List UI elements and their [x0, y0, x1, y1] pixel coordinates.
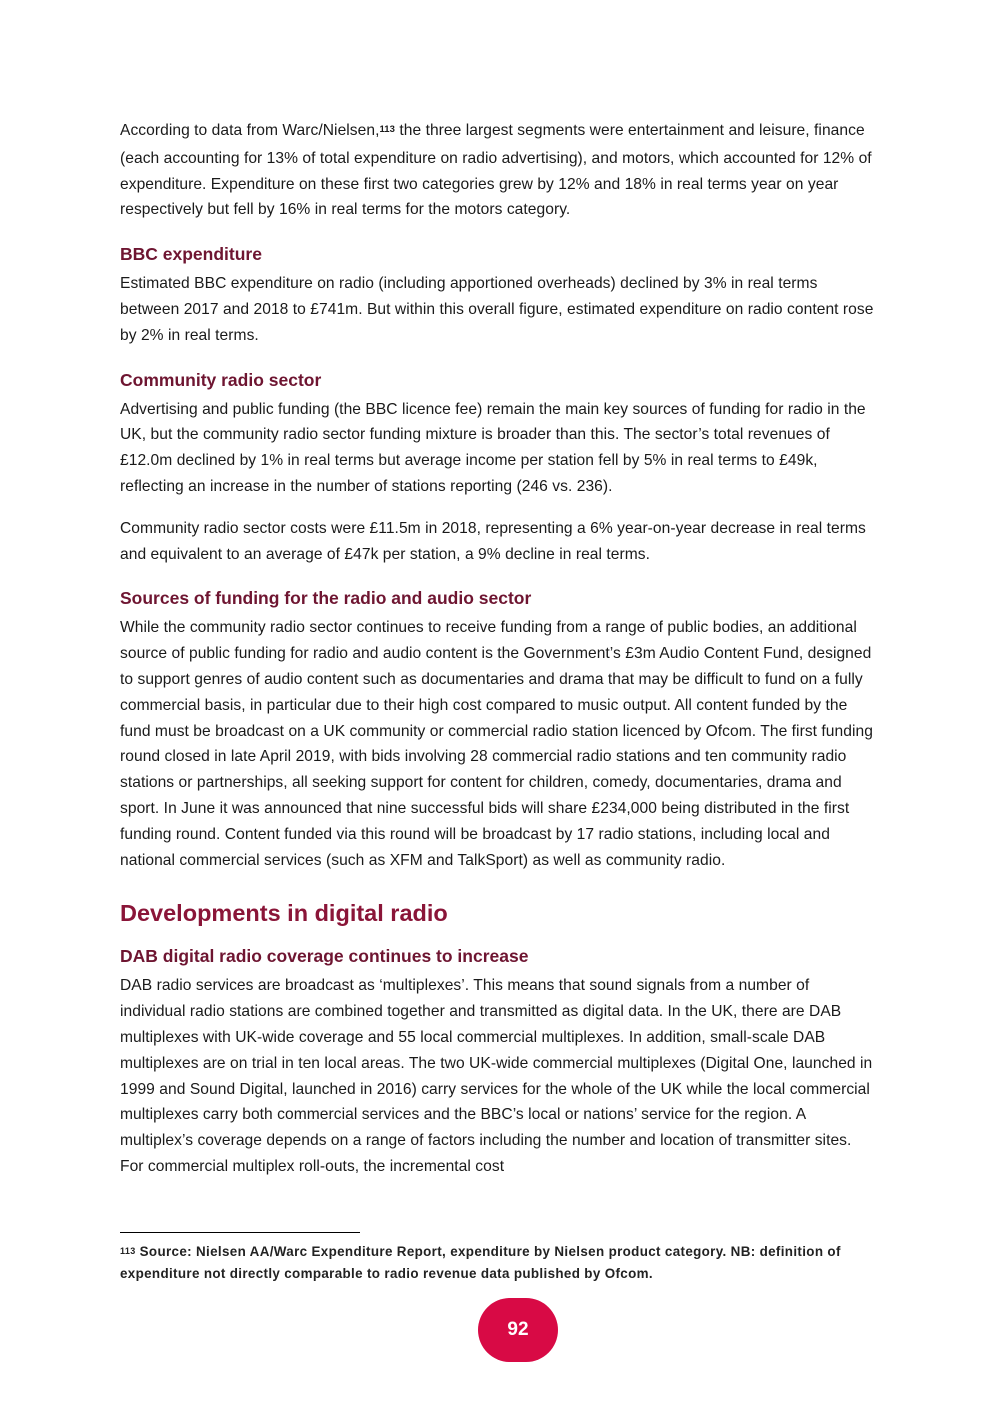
bbc-expenditure-paragraph: Estimated BBC expenditure on radio (including apportioned overheads) declined by 3% in real terms between 2017 and 2018 to £741m. But within this overall figure, estimated expenditure on radio content rose by 2% in real terms.	[120, 275, 874, 344]
footnote-number: 113	[120, 1246, 136, 1256]
bbc-expenditure-heading: BBC expenditure	[120, 244, 262, 265]
community-radio-paragraph-1: Advertising and public funding (the BBC licence fee) remain the main key sources of funding for radio in the UK, but the community radio sector funding mixture is broader than this. The sector’s total revenues of £12.0m declined by 1% in real terms but average income per station fell by 5% in real terms to £49k, reflecting an increase in the number of stations reporting (246 vs. 236).	[120, 400, 866, 495]
funding-sources-paragraph: While the community radio sector continues to receive funding from a range of public bodies, an additional source of public funding for radio and audio content is the Government’s £3m Audio Content Fund, designed to support genres of audio content such as documentaries and drama that may be difficult to fund on a fully commercial basis, in particular due to their high cost compared to music output. All content funded by the fund must be broadcast on a UK community or commercial radio station licenced by Ofcom. The first funding round closed in late April 2019, with bids involving 28 commercial radio stations and ten community radio stations or partnerships, all seeking support for content for children, comedy, documentaries, drama and sport. In June it was announced that nine successful bids will share £234,000 being distributed in the first funding round. Content funded via this round will be broadcast by 17 radio stations, including local and national commercial services (such as XFM and TalkSport) as well as community radio.	[120, 619, 873, 869]
digital-radio-section-heading: Developments in digital radio	[120, 900, 448, 927]
intro-paragraph	[120, 118, 874, 223]
footnote-reference[interactable]: 113	[379, 124, 395, 135]
intro-text-start: According to data from Warc/Nielsen,	[120, 122, 380, 139]
footnote	[120, 1242, 880, 1284]
footnote-divider	[120, 1232, 360, 1233]
dab-coverage-heading: DAB digital radio coverage continues to increase	[120, 946, 529, 967]
funding-sources-heading: Sources of funding for the radio and audio sector	[120, 588, 532, 609]
page-content	[120, 118, 874, 1194]
community-radio-paragraph-2: Community radio sector costs were £11.5m in 2018, representing a 6% year-on-year decrease in real terms and equivalent to an average of £47k per station, a 9% decline in real terms.	[120, 519, 866, 563]
dab-coverage-paragraph: DAB radio services are broadcast as ‘multiplexes’. This means that sound signals from a number of individual radio stations are combined together and transmitted as digital data. In the UK, there are DAB multiplexes with UK-wide coverage and 55 local commercial multiplexes. In addition, small-scale DAB multiplexes are on trial in ten local areas. The two UK-wide commercial multiplexes (Digital One, launched in 1999 and Sound Digital, launched in 2016) carry services for the whole of the UK while the local commercial multiplexes carry both commercial services and the BBC’s local or nations’ service for the region. A multiplex’s coverage depends on a range of factors including the number and location of transmitter sites. For commercial multiplex roll-outs, the incremental cost	[120, 977, 873, 1175]
community-radio-heading: Community radio sector	[120, 369, 322, 390]
page-number-badge: 92	[478, 1298, 558, 1362]
intro-text-end: the three largest segments were entertainment and leisure, finance (each accounting for 13% of total expenditure on radio advertising), and motors, which accounted for 12% of expenditure. Expenditure on these first two categories grew by 12% and 18% in real terms year on year respectively but fell by 16% in real terms for the motors category.	[120, 122, 872, 219]
footnote-text: Source: Nielsen AA/Warc Expenditure Report, expenditure by Nielsen product category. NB: definition of expenditure not directly comparable to radio revenue data published by Ofcom.	[120, 1244, 841, 1281]
